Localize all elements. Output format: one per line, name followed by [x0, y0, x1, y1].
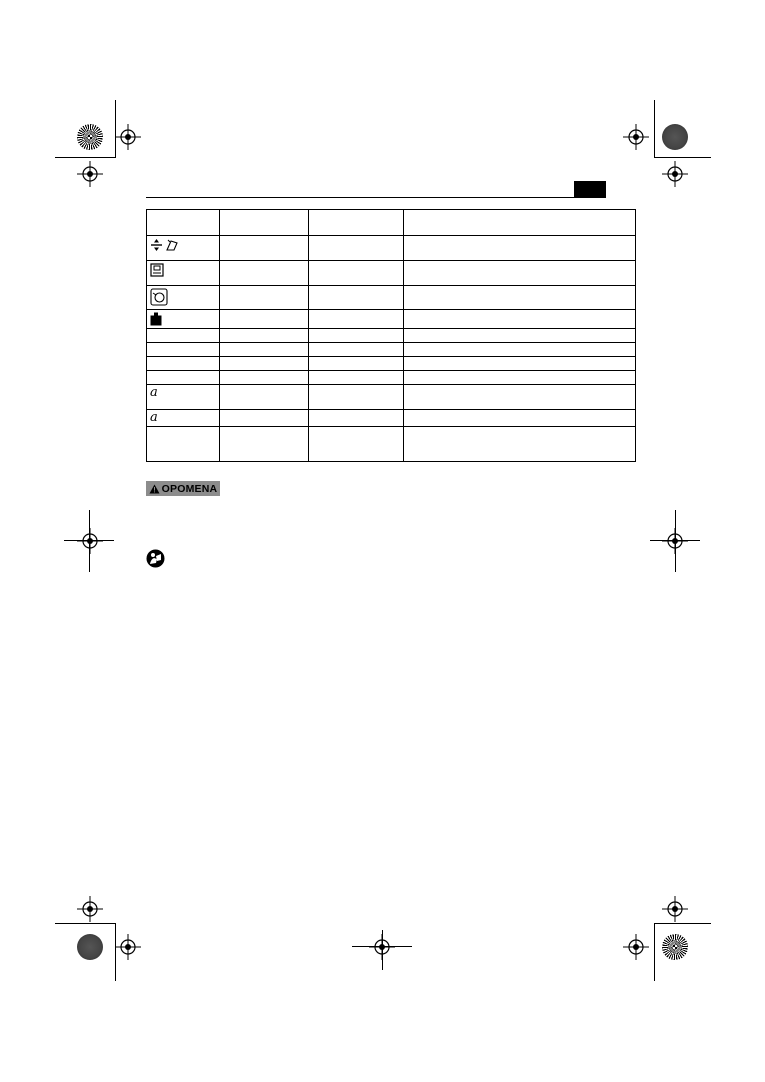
table-cell [309, 371, 404, 385]
table-symbol-cell [147, 357, 220, 371]
table-cell [404, 371, 636, 385]
table-cell [309, 427, 404, 462]
table-cell [220, 427, 309, 462]
crop-line [55, 157, 115, 158]
crop-line [89, 510, 90, 572]
table-cell [309, 236, 404, 261]
blade-speed-icon [150, 263, 164, 277]
table-symbol-cell [147, 310, 220, 329]
color-target-top-left [77, 124, 103, 150]
table-cell [404, 427, 636, 462]
table-symbol-cell [147, 343, 220, 357]
table-symbol-cell [147, 385, 220, 410]
table-cell [220, 410, 309, 427]
table-cell [220, 236, 309, 261]
table-cell [220, 371, 309, 385]
crop-line [675, 510, 676, 572]
registration-mark-icon [77, 528, 103, 554]
table-cell [404, 343, 636, 357]
table-cell [309, 261, 404, 286]
color-target-bottom-left [77, 934, 103, 960]
warning-badge [146, 481, 220, 496]
table-symbol-cell [147, 236, 220, 261]
table-cell [309, 329, 404, 343]
crop-line [654, 100, 655, 158]
table-header-cell [220, 210, 309, 236]
warning-triangle-icon [149, 484, 160, 494]
table-cell [220, 286, 309, 310]
registration-mark-icon [623, 124, 649, 150]
table-header-cell [147, 210, 220, 236]
registration-mark-icon [623, 934, 649, 960]
crop-line [654, 157, 711, 158]
alpha-symbol: a [150, 385, 158, 400]
read-manual-icon [146, 549, 165, 568]
registration-mark-icon [115, 934, 141, 960]
color-target-top-right [662, 124, 688, 150]
table-header-cell [309, 210, 404, 236]
table-cell [309, 286, 404, 310]
registration-mark-icon [115, 124, 141, 150]
table-row [147, 329, 636, 343]
rotation-icon [150, 288, 168, 306]
registration-mark-icon [662, 896, 688, 922]
table-cell [220, 385, 309, 410]
table-cell [309, 410, 404, 427]
table-cell [404, 357, 636, 371]
cut-capacity-icon [150, 238, 180, 252]
crop-line [654, 923, 655, 981]
table-symbol-cell [147, 329, 220, 343]
crop-line [55, 923, 115, 924]
weight-icon [150, 312, 162, 326]
table-symbol-cell [147, 261, 220, 286]
language-tab [574, 181, 606, 198]
table-cell [404, 261, 636, 286]
table-cell [220, 329, 309, 343]
crop-line [382, 930, 383, 970]
registration-mark-icon [77, 896, 103, 922]
table-cell [404, 286, 636, 310]
table-cell [309, 310, 404, 329]
table-cell [404, 236, 636, 261]
table-symbol-cell [147, 286, 220, 310]
table-cell [404, 310, 636, 329]
registration-mark-icon [77, 161, 103, 187]
table-row [147, 357, 636, 371]
table-cell [220, 310, 309, 329]
table-cell [404, 385, 636, 410]
table-cell [220, 357, 309, 371]
table-row [147, 343, 636, 357]
alpha-symbol: a [150, 410, 158, 425]
crop-line [64, 540, 114, 541]
table-row [147, 385, 636, 410]
table-cell [404, 329, 636, 343]
crop-line [654, 923, 711, 924]
table-row [147, 371, 636, 385]
table-header-cell [404, 210, 636, 236]
table-cell [309, 343, 404, 357]
table-row [147, 236, 636, 261]
crop-line [650, 540, 700, 541]
table-symbol-cell [147, 427, 220, 462]
table-cell [309, 357, 404, 371]
table-row [147, 286, 636, 310]
table-row [147, 410, 636, 427]
table-header-row [147, 210, 636, 236]
table-cell [220, 261, 309, 286]
registration-mark-icon [662, 161, 688, 187]
color-target-bottom-right [662, 934, 688, 960]
table-row [147, 310, 636, 329]
table-row [147, 427, 636, 462]
table-cell [309, 385, 404, 410]
table-symbol-cell [147, 410, 220, 427]
table-cell [220, 343, 309, 357]
table-symbol-cell [147, 371, 220, 385]
warning-label: OPOMENA [161, 482, 218, 495]
table-row [147, 261, 636, 286]
table-cell [404, 410, 636, 427]
header-rule [146, 197, 606, 198]
technical-data-table [146, 209, 636, 462]
